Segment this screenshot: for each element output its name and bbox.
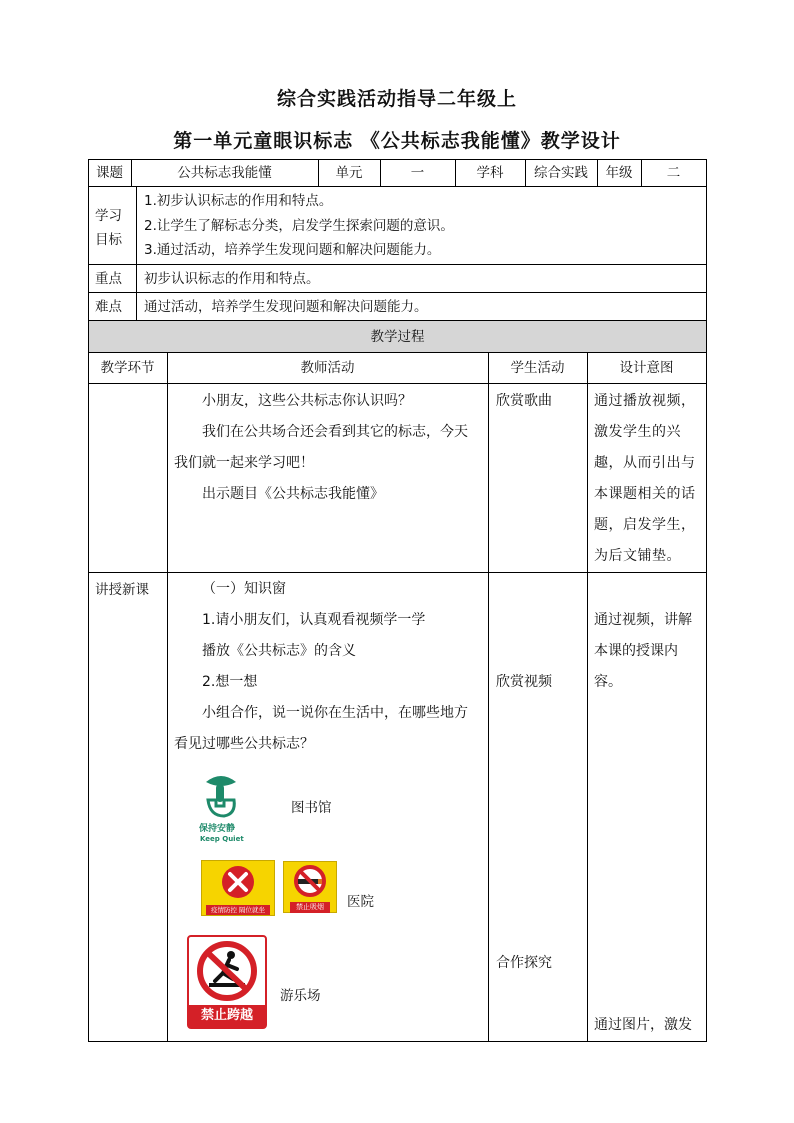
subject-label: 学科 bbox=[476, 165, 504, 181]
grade-label: 年级 bbox=[605, 165, 633, 181]
process-header: 教学过程 bbox=[370, 329, 425, 345]
keep-quiet-en: Keep Quiet bbox=[200, 835, 244, 843]
row1-teacher-line-1: 小朋友，这些公共标志你认识吗？ bbox=[202, 393, 412, 409]
no-smoking-sign bbox=[283, 861, 337, 913]
row1-teacher-line-3: 出示题目《公共标志我能懂》 bbox=[202, 486, 384, 502]
key-point-text: 初步认识标志的作用和特点。 bbox=[144, 271, 320, 287]
difficulty-label: 难点 bbox=[95, 299, 122, 315]
row2-teacher-line-2: 1.请小朋友们，认真观看视频学一学 bbox=[202, 612, 426, 628]
unit-label: 单元 bbox=[335, 165, 363, 181]
row2-teacher-line-5: 小组合作，说一说你在生活中，在哪些地方看见过哪些公共标志？ bbox=[174, 705, 468, 752]
seat-distancing-sign bbox=[201, 860, 275, 916]
goal-item-2: 2.让学生了解标志分类，启发学生探索问题的意识。 bbox=[144, 218, 454, 234]
goals-label-line2: 目标 bbox=[95, 232, 122, 248]
row2-student-1: 欣赏视频 bbox=[496, 674, 552, 690]
topic-label: 课题 bbox=[96, 165, 123, 181]
no-climbing-sign bbox=[187, 935, 267, 1029]
key-point-label: 重点 bbox=[95, 271, 122, 287]
grade-value: 二 bbox=[666, 165, 681, 181]
goal-item-1: 1.初步认识标志的作用和特点。 bbox=[144, 193, 333, 209]
row2-teacher-line-1: （一）知识窗 bbox=[202, 581, 286, 597]
place-playground: 游乐场 bbox=[280, 988, 321, 1004]
row2-teacher-line-3: 播放《公共标志》的含义 bbox=[202, 643, 356, 659]
row1-intent: 通过播放视频，激发学生的兴趣，从而引出与本课题相关的话题，启发学生，为后文铺垫。 bbox=[594, 393, 696, 564]
document-title: 综合实践活动指导二年级上 bbox=[276, 88, 517, 110]
row2-stage: 讲授新课 bbox=[95, 582, 149, 598]
col-teacher: 教师活动 bbox=[300, 360, 355, 376]
subject-value: 综合实践 bbox=[534, 165, 588, 181]
no-smoking-icon bbox=[284, 862, 336, 898]
col-intent: 设计意图 bbox=[619, 360, 674, 376]
col-student: 学生活动 bbox=[510, 360, 565, 376]
difficulty-text: 通过活动，培养学生发现问题和解决问题能力。 bbox=[144, 299, 428, 315]
row1-teacher-line-2: 我们在公共场合还会看到其它的标志，今天我们就一起来学习吧！ bbox=[174, 424, 468, 471]
finger-on-lips-icon bbox=[196, 770, 246, 820]
place-library: 图书馆 bbox=[291, 800, 332, 816]
prohibit-x-icon bbox=[202, 861, 274, 901]
goals-label-line1: 学习 bbox=[95, 208, 122, 224]
no-climbing-icon bbox=[189, 937, 265, 1005]
unit-value: 一 bbox=[410, 165, 425, 181]
keep-quiet-sign bbox=[196, 770, 246, 848]
no-climbing-text: 禁止跨越 bbox=[189, 1005, 265, 1027]
col-stage: 教学环节 bbox=[100, 360, 155, 376]
row2-intent-2: 通过图片，激发 bbox=[594, 1017, 692, 1033]
row2-teacher-line-4: 2.想一想 bbox=[202, 674, 258, 690]
keep-quiet-cn: 保持安静 bbox=[199, 824, 236, 834]
row2-student-2: 合作探究 bbox=[496, 955, 552, 971]
place-hospital: 医院 bbox=[347, 894, 374, 910]
row1-student: 欣赏歌曲 bbox=[496, 393, 552, 409]
topic-value: 公共标志我能懂 bbox=[177, 165, 272, 181]
goal-item-3: 3.通过活动，培养学生发现问题和解决问题能力。 bbox=[144, 242, 441, 258]
row2-intent-1: 通过视频，讲解本课的授课内容。 bbox=[594, 612, 692, 690]
seat-distancing-text: 疫情防控 隔位就坐 bbox=[206, 905, 270, 915]
no-smoking-text: 禁止吸烟 bbox=[290, 902, 330, 913]
document-subtitle: 第一单元童眼识标志 《公共标志我能懂》教学设计 bbox=[173, 130, 621, 152]
